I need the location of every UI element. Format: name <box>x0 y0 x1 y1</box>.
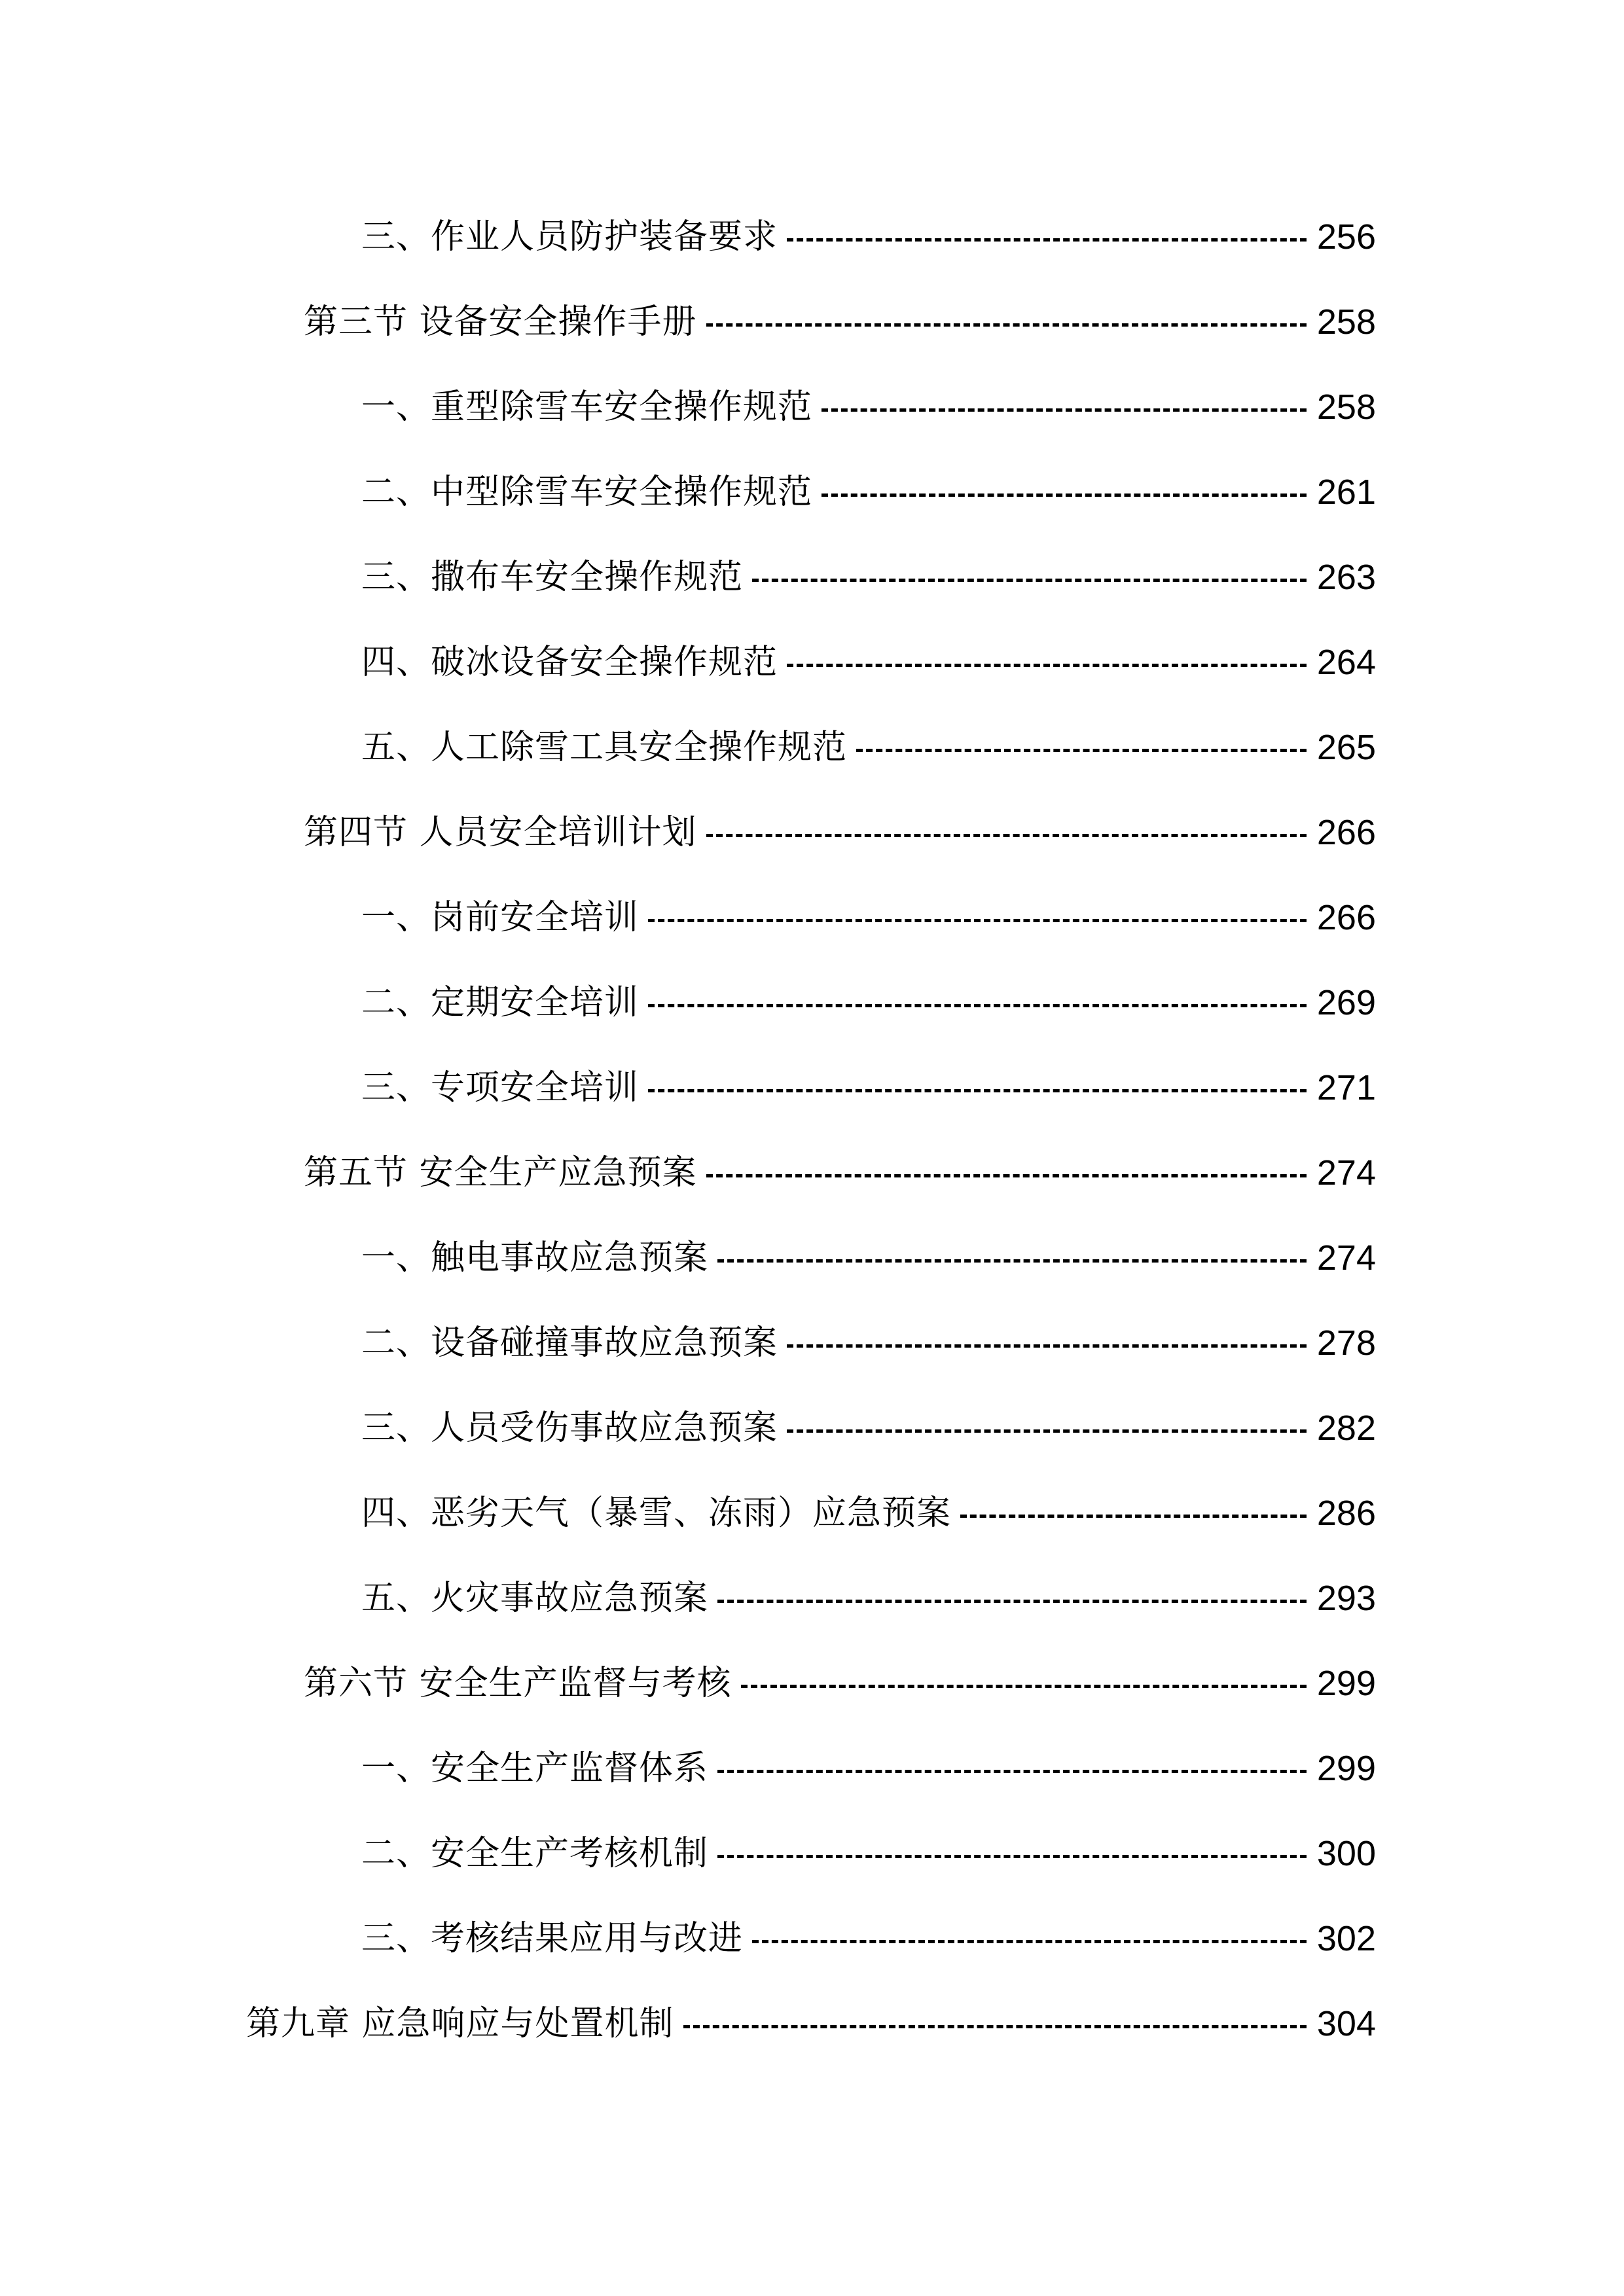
toc-entry-page: 286 <box>1316 1494 1376 1533</box>
toc-entry-title: 第九章 应急响应与处置机制 <box>246 2004 674 2043</box>
dot-leader <box>717 1855 1307 1858</box>
toc-entry-section[interactable] <box>304 806 1376 859</box>
toc-entry[interactable] <box>361 1572 1376 1624</box>
dot-leader <box>787 664 1307 667</box>
toc-entry-page: 256 <box>1316 217 1376 257</box>
toc-entry-page: 263 <box>1316 558 1376 597</box>
toc-entry-page: 274 <box>1316 1238 1376 1278</box>
toc-entry-page: 258 <box>1316 387 1376 427</box>
toc-entry-title: 第四节 人员安全培训计划 <box>304 813 697 852</box>
toc-entry-section[interactable] <box>304 296 1376 348</box>
toc-entry-page: 300 <box>1316 1834 1376 1873</box>
dot-leader <box>821 408 1307 412</box>
toc-entry-page: 282 <box>1316 1408 1376 1448</box>
toc-entry-title: 一、重型除雪车安全操作规范 <box>361 387 813 427</box>
toc-entry-section[interactable] <box>304 1147 1376 1199</box>
toc-entry-page: 261 <box>1316 473 1376 512</box>
toc-entry-title: 一、触电事故应急预案 <box>361 1238 709 1278</box>
toc-entry[interactable] <box>361 1062 1376 1114</box>
toc-entry-title: 三、撒布车安全操作规范 <box>361 558 744 597</box>
toc-entry-title: 二、定期安全培训 <box>361 983 640 1022</box>
dot-leader <box>787 1344 1307 1348</box>
toc-entry-page: 302 <box>1316 1919 1376 1958</box>
dot-leader <box>648 1089 1307 1092</box>
toc-entry-chapter[interactable] <box>246 1998 1376 2050</box>
toc-entry-title: 三、考核结果应用与改进 <box>361 1919 744 1958</box>
dot-leader <box>741 1685 1307 1688</box>
toc-entry[interactable] <box>361 551 1376 603</box>
toc-entry-title: 第六节 安全生产监督与考核 <box>304 1664 732 1703</box>
dot-leader <box>648 919 1307 922</box>
toc-entry[interactable] <box>361 1402 1376 1454</box>
toc-entry-title: 三、作业人员防护装备要求 <box>361 217 778 257</box>
toc-entry-title: 二、设备碰撞事故应急预案 <box>361 1323 778 1363</box>
toc-entry-title: 四、恶劣天气（暴雪、冻雨）应急预案 <box>361 1494 952 1533</box>
toc-entry-section[interactable] <box>304 1657 1376 1710</box>
dot-leader <box>717 1770 1307 1773</box>
toc-entry-title: 三、人员受伤事故应急预案 <box>361 1408 778 1448</box>
toc-entry-page: 299 <box>1316 1749 1376 1788</box>
toc-entry-page: 258 <box>1316 302 1376 342</box>
toc-entry-page: 304 <box>1316 2004 1376 2043</box>
toc-entry-page: 274 <box>1316 1153 1376 1193</box>
toc-entry[interactable] <box>361 636 1376 689</box>
toc-entry-page: 266 <box>1316 813 1376 852</box>
toc-entry-title: 一、岗前安全培训 <box>361 898 640 937</box>
toc-entry-title: 三、专项安全培训 <box>361 1068 640 1107</box>
toc-entry[interactable] <box>361 1912 1376 1965</box>
toc-entry-page: 264 <box>1316 643 1376 682</box>
dot-leader <box>856 749 1307 752</box>
dot-leader <box>683 2025 1307 2028</box>
dot-leader <box>648 1004 1307 1007</box>
toc-entry[interactable] <box>361 381 1376 433</box>
toc-entry[interactable] <box>361 1742 1376 1795</box>
dot-leader <box>787 238 1307 242</box>
toc-entry[interactable] <box>361 1232 1376 1284</box>
toc-entry-page: 299 <box>1316 1664 1376 1703</box>
toc-entry-title: 二、中型除雪车安全操作规范 <box>361 473 813 512</box>
toc-entry-page: 271 <box>1316 1068 1376 1107</box>
toc-entry-page: 265 <box>1316 728 1376 767</box>
toc-entry[interactable] <box>361 466 1376 518</box>
dot-leader <box>706 1174 1307 1177</box>
toc-entry-page: 269 <box>1316 983 1376 1022</box>
toc-entry-page: 266 <box>1316 898 1376 937</box>
toc-entry-title: 四、破冰设备安全操作规范 <box>361 643 778 682</box>
dot-leader <box>960 1515 1307 1518</box>
toc-entry-title: 五、人工除雪工具安全操作规范 <box>361 728 848 767</box>
toc-entry[interactable] <box>361 721 1376 774</box>
toc-entry[interactable] <box>361 977 1376 1029</box>
toc-entry-page: 293 <box>1316 1579 1376 1618</box>
dot-leader <box>752 579 1307 582</box>
dot-leader <box>706 323 1307 327</box>
toc-entry-title: 二、安全生产考核机制 <box>361 1834 709 1873</box>
dot-leader <box>717 1259 1307 1263</box>
dot-leader <box>821 493 1307 497</box>
toc-entry-page: 278 <box>1316 1323 1376 1363</box>
dot-leader <box>787 1429 1307 1433</box>
toc-entry[interactable] <box>361 1487 1376 1539</box>
toc-entry-title: 五、火灾事故应急预案 <box>361 1579 709 1618</box>
toc-entry[interactable] <box>361 211 1376 263</box>
toc-entry[interactable] <box>361 891 1376 944</box>
dot-leader <box>752 1940 1307 1943</box>
toc-entry-title: 第五节 安全生产应急预案 <box>304 1153 697 1193</box>
toc-entry-title: 一、安全生产监督体系 <box>361 1749 709 1788</box>
toc-entry[interactable] <box>361 1827 1376 1880</box>
dot-leader <box>706 834 1307 837</box>
dot-leader <box>717 1600 1307 1603</box>
toc-entry-title: 第三节 设备安全操作手册 <box>304 302 697 342</box>
toc-entry[interactable] <box>361 1317 1376 1369</box>
